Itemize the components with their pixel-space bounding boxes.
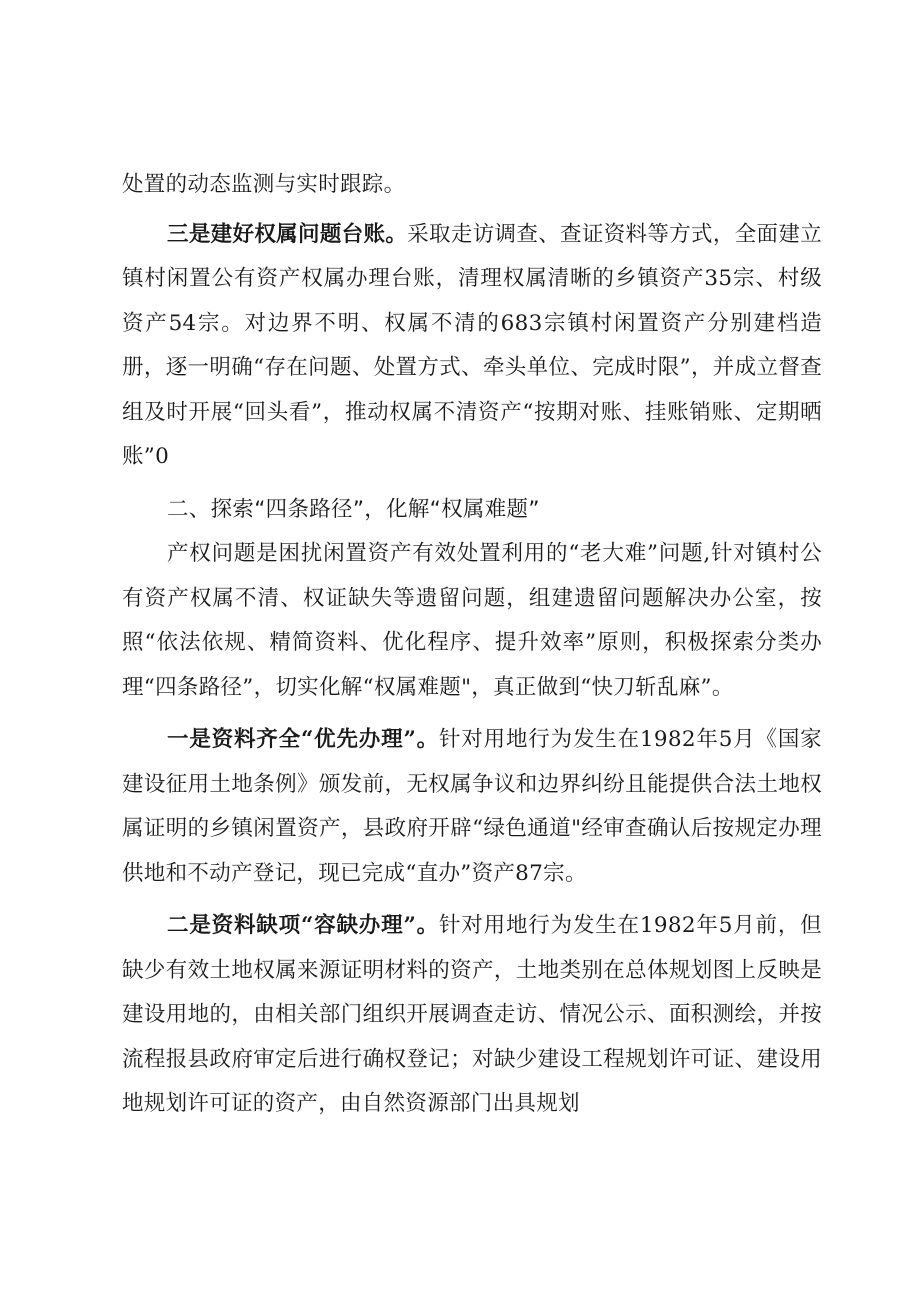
paragraph-tolerance-text: 针对用地行为发生在1982年5月前，但缺少有效土地权属来源证明材料的资产，土地类别在总体规划图上反映是建设用地的，由相关部门组织开展调查走访、情况公示、面积测绘，并按流程报县政府审定后进行确权登记；对缺少建设工程规划许可证、建设用地规划许可证的资产，由自然资源部门出具规划 xyxy=(122,913,822,1116)
paragraph-ledger-text: 采取走访调查、查证资料等方式，全面建立镇村闲置公有资产权属办理台账，清理权属清晰的乡镇资产35宗、村级资产54宗。对边界不明、权属不清的683宗镇村闲置资产分别建档造册，逐一明确“存在问题、处置方式、牵头单位、完成时限”，并成立督查组及时开展“回头看”，推动权属不清资产“按期对账、挂账销账、定期晒账”0 xyxy=(122,221,823,469)
paragraph-ledger xyxy=(122,213,822,480)
paragraph-continuation: 处置的动态监测与实时跟踪。 xyxy=(122,172,406,197)
paragraph-ledger-lead: 三是建好权属问题台账。 xyxy=(167,221,408,247)
paragraph-property-issue: 产权问题是困扰闲置资产有效处置利用的“老大难”问题,针对镇村公有资产权属不清、权证缺失等遗留问题，组建遗留问题解决办公室，按照“依法依规、精简资料、优化程序、提升效率”原则，积极探索分类办理“四条路径”，切实化解“权属难题"，真正做到“快刀斩乱麻”。 xyxy=(122,541,822,700)
paragraph-priority-text: 针对用地行为发生在1982年5月《国家建设征用土地条例》颁发前，无权属争议和边界纠纷且能提供合法土地权属证明的乡镇闲置资产，县政府开辟“绿色通道"经审查确认后按规定办理供地和不动产登记，现已完成“直办”资产87宗。 xyxy=(122,727,822,886)
paragraph-tolerance xyxy=(122,904,822,1127)
section-heading-2: 二、探索“四条路径”，化解“权属难题” xyxy=(167,496,540,522)
paragraph-priority-lead: 一是资料齐全“优先办理”。 xyxy=(167,727,439,752)
paragraph-priority xyxy=(122,718,822,896)
paragraph-tolerance-lead: 二是资料缺项“容缺办理”。 xyxy=(167,913,439,938)
document-body xyxy=(122,163,822,1127)
